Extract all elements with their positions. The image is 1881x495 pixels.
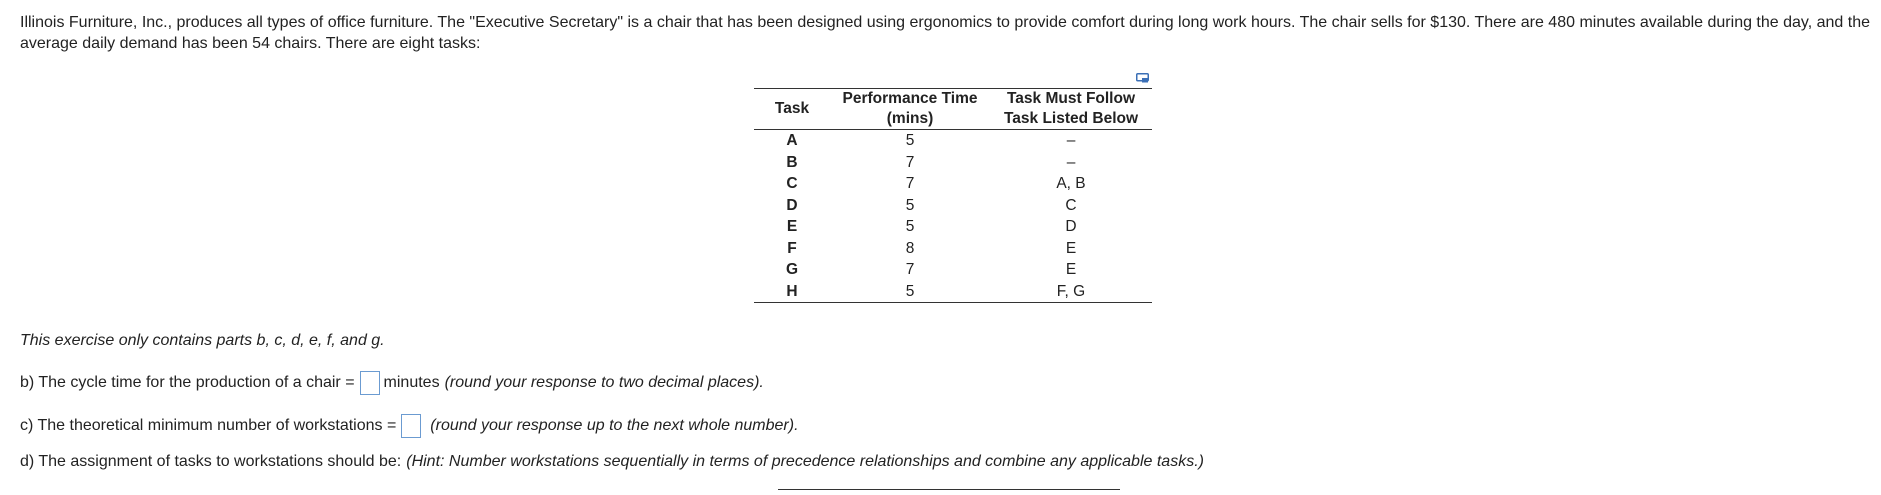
header-time-line2: (mins) — [886, 110, 934, 127]
header-task: Task — [774, 100, 810, 117]
header-follow-line2: Task Listed Below — [1003, 110, 1139, 127]
cell-time: 7 — [905, 153, 915, 171]
cell-task: E — [786, 218, 798, 235]
table-row — [754, 130, 1152, 152]
table-row — [754, 238, 1152, 260]
cycle-time-input[interactable] — [360, 371, 380, 395]
cell-task: D — [786, 196, 798, 214]
table-row — [754, 259, 1152, 281]
cell-follow: D — [1065, 218, 1077, 235]
table-row — [754, 173, 1152, 195]
cell-task: G — [785, 261, 799, 278]
cell-follow: F, G — [1056, 282, 1086, 300]
question-b — [20, 371, 764, 395]
header-must-follow — [990, 89, 1152, 130]
cell-follow: – — [1066, 132, 1076, 149]
cell-time: 5 — [905, 282, 915, 300]
cell-task: A — [786, 132, 798, 149]
cell-time: 5 — [905, 132, 915, 149]
question-d-hint: (Hint: Number workstations sequentially in terms of precedence relationships and combine any applicable tasks.) — [406, 453, 1204, 470]
cell-time: 5 — [905, 196, 915, 214]
cell-task: H — [786, 282, 798, 300]
cell-task: C — [786, 175, 798, 192]
exercise-note: This exercise only contains parts b, c, d, e, f, and g. — [20, 332, 385, 349]
cell-follow: E — [1065, 239, 1077, 257]
table-row — [754, 281, 1152, 303]
cell-time: 5 — [905, 218, 915, 235]
cell-time: 7 — [905, 175, 915, 192]
question-d — [20, 453, 1204, 471]
assignment-table-top-rule — [778, 489, 1120, 490]
header-time-line1: Performance Time — [842, 90, 978, 107]
cell-follow: E — [1065, 261, 1077, 278]
question-b-unit: minutes — [383, 374, 440, 391]
expand-table-icon[interactable] — [1136, 73, 1149, 83]
question-d-text: d) The assignment of tasks to workstations should be: — [20, 453, 402, 470]
cell-follow: – — [1066, 153, 1076, 171]
min-workstations-input[interactable] — [401, 414, 421, 438]
header-follow-line1: Task Must Follow — [1006, 90, 1136, 107]
cell-time: 8 — [905, 239, 915, 257]
question-c-hint: (round your response up to the next whole number). — [430, 417, 799, 434]
question-b-hint: (round your response to two decimal places). — [444, 374, 764, 391]
question-c-text: c) The theoretical minimum number of workstations = — [20, 417, 397, 434]
table-row — [754, 195, 1152, 217]
header-performance-time — [830, 89, 990, 130]
task-table — [754, 88, 1152, 303]
question-b-text: b) The cycle time for the production of a chair = — [20, 374, 355, 391]
table-row — [754, 216, 1152, 238]
table-row — [754, 152, 1152, 174]
cell-task: F — [787, 239, 797, 257]
cell-follow: A, B — [1056, 175, 1086, 192]
question-c — [20, 414, 799, 438]
cell-task: B — [786, 153, 798, 171]
cell-time: 7 — [905, 261, 915, 278]
problem-intro: Illinois Furniture, Inc., produces all types of office furniture. The "Executive Secretary" is a chair that has been designed using ergonomics to provide comfort during long work hours. The chair sells for $130. There are 480 minutes available during the day, and the average daily demand has been 54 chairs. There are eight tasks: — [20, 14, 1870, 52]
cell-follow: C — [1065, 196, 1077, 214]
table-header-row — [754, 89, 1152, 130]
